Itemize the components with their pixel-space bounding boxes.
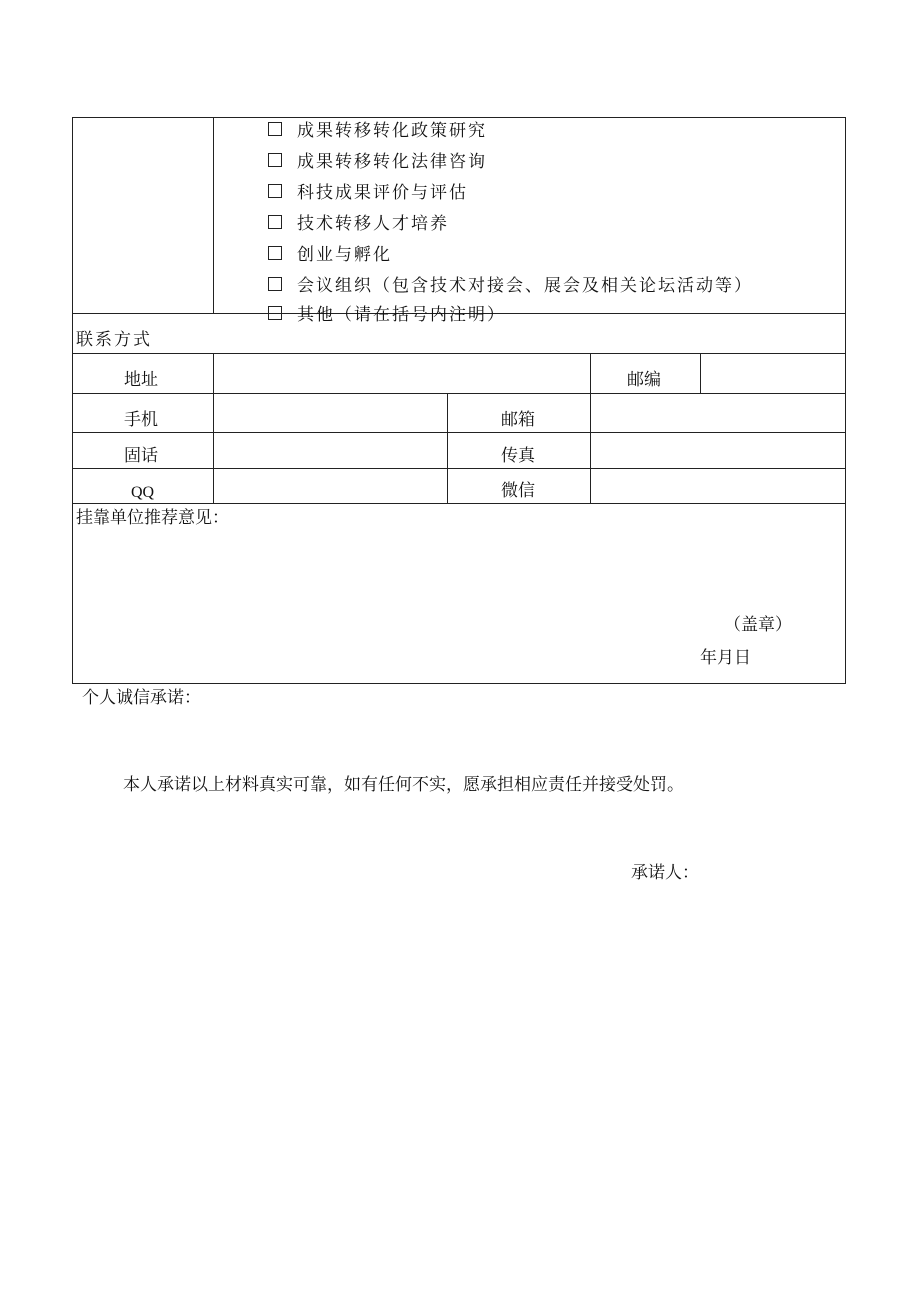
col-divider — [213, 353, 214, 503]
col-divider — [700, 353, 701, 393]
signer-field[interactable] — [710, 860, 840, 886]
date-label: 年月日 — [700, 648, 751, 668]
row-divider — [72, 503, 846, 504]
seal-label: （盖章） — [724, 615, 792, 635]
recommendation-field[interactable] — [74, 530, 844, 610]
row-divider — [72, 468, 846, 469]
landline-field[interactable] — [215, 434, 446, 467]
checkbox[interactable] — [268, 184, 282, 198]
option-item[interactable]: 会议组织（包含技术对接会、展会及相关论坛活动等） — [268, 276, 753, 296]
postcode-field[interactable] — [702, 355, 844, 392]
checkbox[interactable] — [268, 122, 282, 136]
col-divider — [590, 353, 591, 393]
pledge-text: 本人承诺以上材料真实可靠，如有任何不实，愿承担相应责任并接受处罚。 — [123, 775, 684, 795]
option-item[interactable]: 成果转移转化政策研究 — [268, 121, 487, 141]
option-item[interactable]: 其他（请在括号内注明） — [268, 305, 506, 325]
landline-label: 固话 — [124, 446, 158, 466]
fax-label: 传真 — [501, 446, 535, 466]
checkbox[interactable] — [268, 246, 282, 260]
address-label: 地址 — [124, 370, 158, 390]
checkbox[interactable] — [268, 215, 282, 229]
email-field[interactable] — [592, 395, 844, 431]
row-divider — [72, 393, 846, 394]
option-item[interactable]: 成果转移转化法律咨询 — [268, 152, 487, 172]
postcode-label: 邮编 — [627, 370, 661, 390]
row-divider — [72, 432, 846, 433]
pledge-title: 个人诚信承诺： — [82, 688, 201, 708]
option-item[interactable]: 创业与孵化 — [268, 245, 392, 265]
checkbox[interactable] — [268, 306, 282, 320]
wechat-label: 微信 — [501, 481, 535, 501]
qq-label: QQ — [131, 484, 155, 501]
qq-field[interactable] — [215, 470, 446, 502]
row-divider — [72, 353, 846, 354]
checkbox[interactable] — [268, 153, 282, 167]
wechat-field[interactable] — [592, 470, 844, 502]
col-divider — [590, 393, 591, 503]
option-item[interactable]: 科技成果评价与评估 — [268, 183, 468, 203]
service-options — [214, 118, 845, 325]
recommendation-title: 挂靠单位推荐意见： — [76, 508, 229, 528]
address-field[interactable] — [215, 355, 589, 392]
table-border-left — [72, 117, 73, 684]
col-divider — [447, 393, 448, 503]
email-label: 邮箱 — [501, 410, 535, 430]
mobile-field[interactable] — [215, 395, 446, 431]
contact-section-title: 联系方式 — [76, 330, 152, 350]
table-border-bottom — [72, 683, 846, 684]
signer-label: 承诺人： — [631, 863, 699, 883]
fax-field[interactable] — [592, 434, 844, 467]
option-item[interactable]: 技术转移人才培养 — [268, 214, 449, 234]
checkbox[interactable] — [268, 277, 282, 291]
mobile-label: 手机 — [124, 410, 158, 430]
table-border-right — [845, 117, 846, 684]
